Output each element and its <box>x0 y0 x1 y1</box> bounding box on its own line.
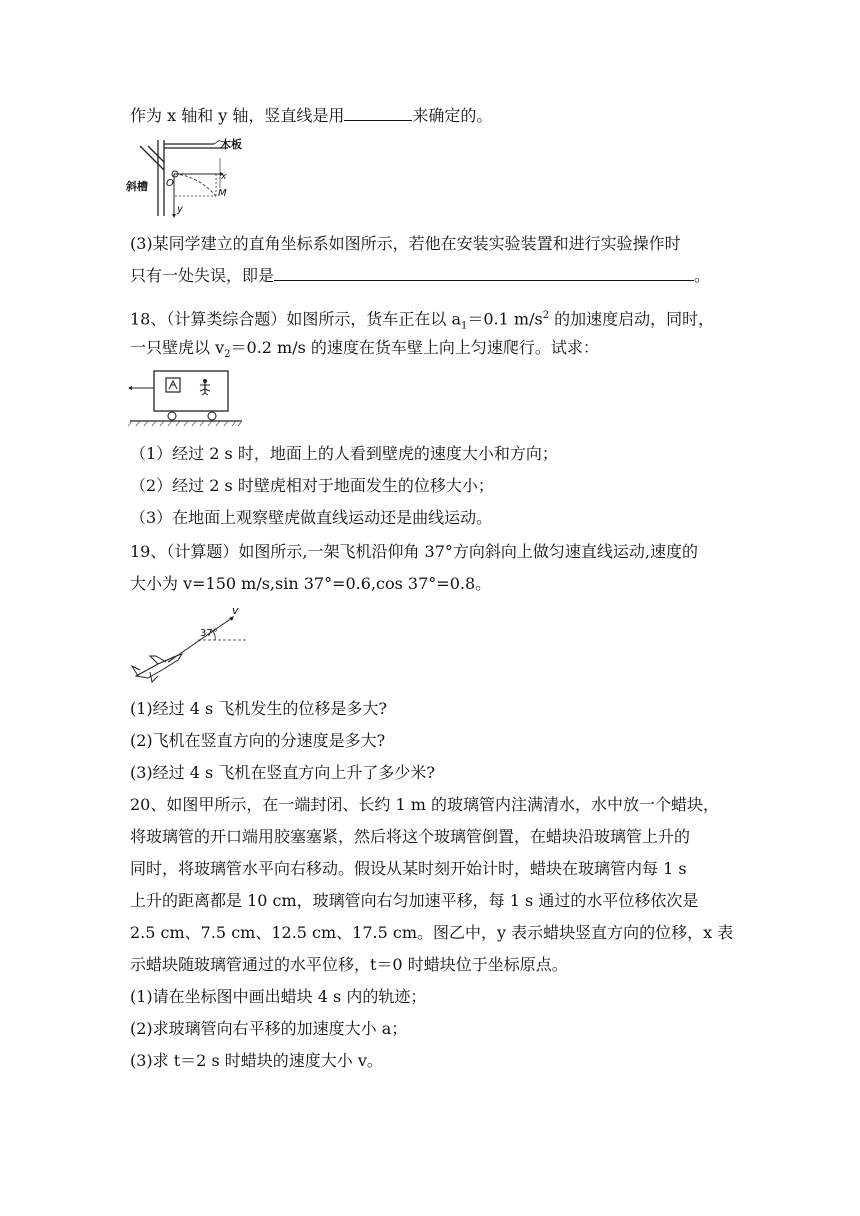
q20-item2: (2)求玻璃管向右平移的加速度大小 a； <box>130 1019 408 1038</box>
q17-part3-line1: (3)某同学建立的直角坐标系如图所示，若他在安装实验装置和进行实验操作时 <box>130 234 681 253</box>
q17-line1-text: 作为 x 轴和 y 轴，竖直线是用 <box>130 106 345 125</box>
label-y-axis: y <box>177 204 183 215</box>
q18-line2 <box>130 336 599 367</box>
q17-apparatus-figure <box>128 138 248 220</box>
q17-part3-text: 只有一处失误，即是 <box>130 266 275 285</box>
q20-line5: 2.5 cm、7.5 cm、12.5 cm、17.5 cm。图乙中，y 表示蜡块竖直方向的位移，x 表 <box>130 923 734 942</box>
label-x-axis: x <box>221 172 227 182</box>
label-M: M <box>218 188 227 199</box>
q19-line2: 大小为 v=150 m/s,sin 37°=0.6,cos 37°=0.8。 <box>130 574 492 593</box>
q20-line2: 将玻璃管的开口端用胶塞塞紧，然后将这个玻璃管倒置，在蜡块沿玻璃管上升的 <box>130 827 691 846</box>
q20-line4: 上升的距离都是 10 cm，玻璃管向右匀加速平移，每 1 s 通过的水平位移依次是 <box>130 891 699 910</box>
label-chute: 斜槽 <box>126 180 148 193</box>
q17-part3-end: 。 <box>694 266 711 285</box>
q20-item1: (1)请在坐标图中画出蜡块 4 s 内的轨迹； <box>130 987 427 1006</box>
q18-item2: （2）经过 2 s 时壁虎相对于地面发生的位移大小； <box>130 476 494 495</box>
label-v: v <box>232 604 239 617</box>
label-angle: 37° <box>200 628 218 639</box>
q18-text-c: 的加速度启动，同时， <box>549 309 715 329</box>
label-board: 木板 <box>220 138 242 151</box>
q20-line6: 示蜡块随玻璃管通过的水平位移，t＝0 时蜡块位于坐标原点。 <box>130 955 568 974</box>
q19-item3: (3)经过 4 s 飞机在竖直方向上升了多少米? <box>130 763 435 782</box>
q19-item2: (2)飞机在竖直方向的分速度是多大? <box>130 731 386 750</box>
q19-airplane-figure <box>128 604 246 684</box>
answer-blank[interactable] <box>344 104 412 121</box>
q20-line1: 20、如图甲所示，在一端封闭、长约 1 m 的玻璃管内注满清水，水中放一个蜡块， <box>130 795 719 814</box>
q18-truck-figure <box>128 368 244 430</box>
q18-item3: （3）在地面上观察壁虎做直线运动还是曲线运动。 <box>130 508 493 527</box>
q18-line1 <box>130 304 714 339</box>
q18-line2-b: ＝0.2 m/s 的速度在货车壁上向上匀速爬行。试求： <box>230 338 599 357</box>
q18-line2-a: 一只壁虎以 v <box>130 338 225 357</box>
answer-blank[interactable] <box>274 264 694 281</box>
q17-line1 <box>130 104 492 128</box>
q18-text-b: ＝0.1 m/s <box>467 309 543 329</box>
q18-item1: （1）经过 2 s 时，地面上的人看到壁虎的速度大小和方向； <box>130 444 558 463</box>
q18-sup-2: 2 <box>542 310 550 321</box>
q18-sub-1: 1 <box>461 320 468 332</box>
label-origin: O <box>166 178 174 189</box>
q18-text-a: 18、（计算类综合题）如图所示，货车正在以 a <box>130 309 461 329</box>
q17-line1-end: 来确定的。 <box>412 106 493 125</box>
q19-line1: 19、（计算题）如图所示,一架飞机沿仰角 37°方向斜向上做匀速直线运动,速度的 <box>130 542 698 561</box>
q20-item3: (3)求 t＝2 s 时蜡块的速度大小 v。 <box>130 1051 383 1070</box>
q20-line3: 同时，将玻璃管水平向右移动。假设从某时刻开始计时，蜡块在玻璃管内每 1 s <box>130 859 687 878</box>
q17-part3-line2 <box>130 264 710 288</box>
q19-item1: (1)经过 4 s 飞机发生的位移是多大? <box>130 699 387 718</box>
q18-sub-2: 2 <box>224 349 231 361</box>
